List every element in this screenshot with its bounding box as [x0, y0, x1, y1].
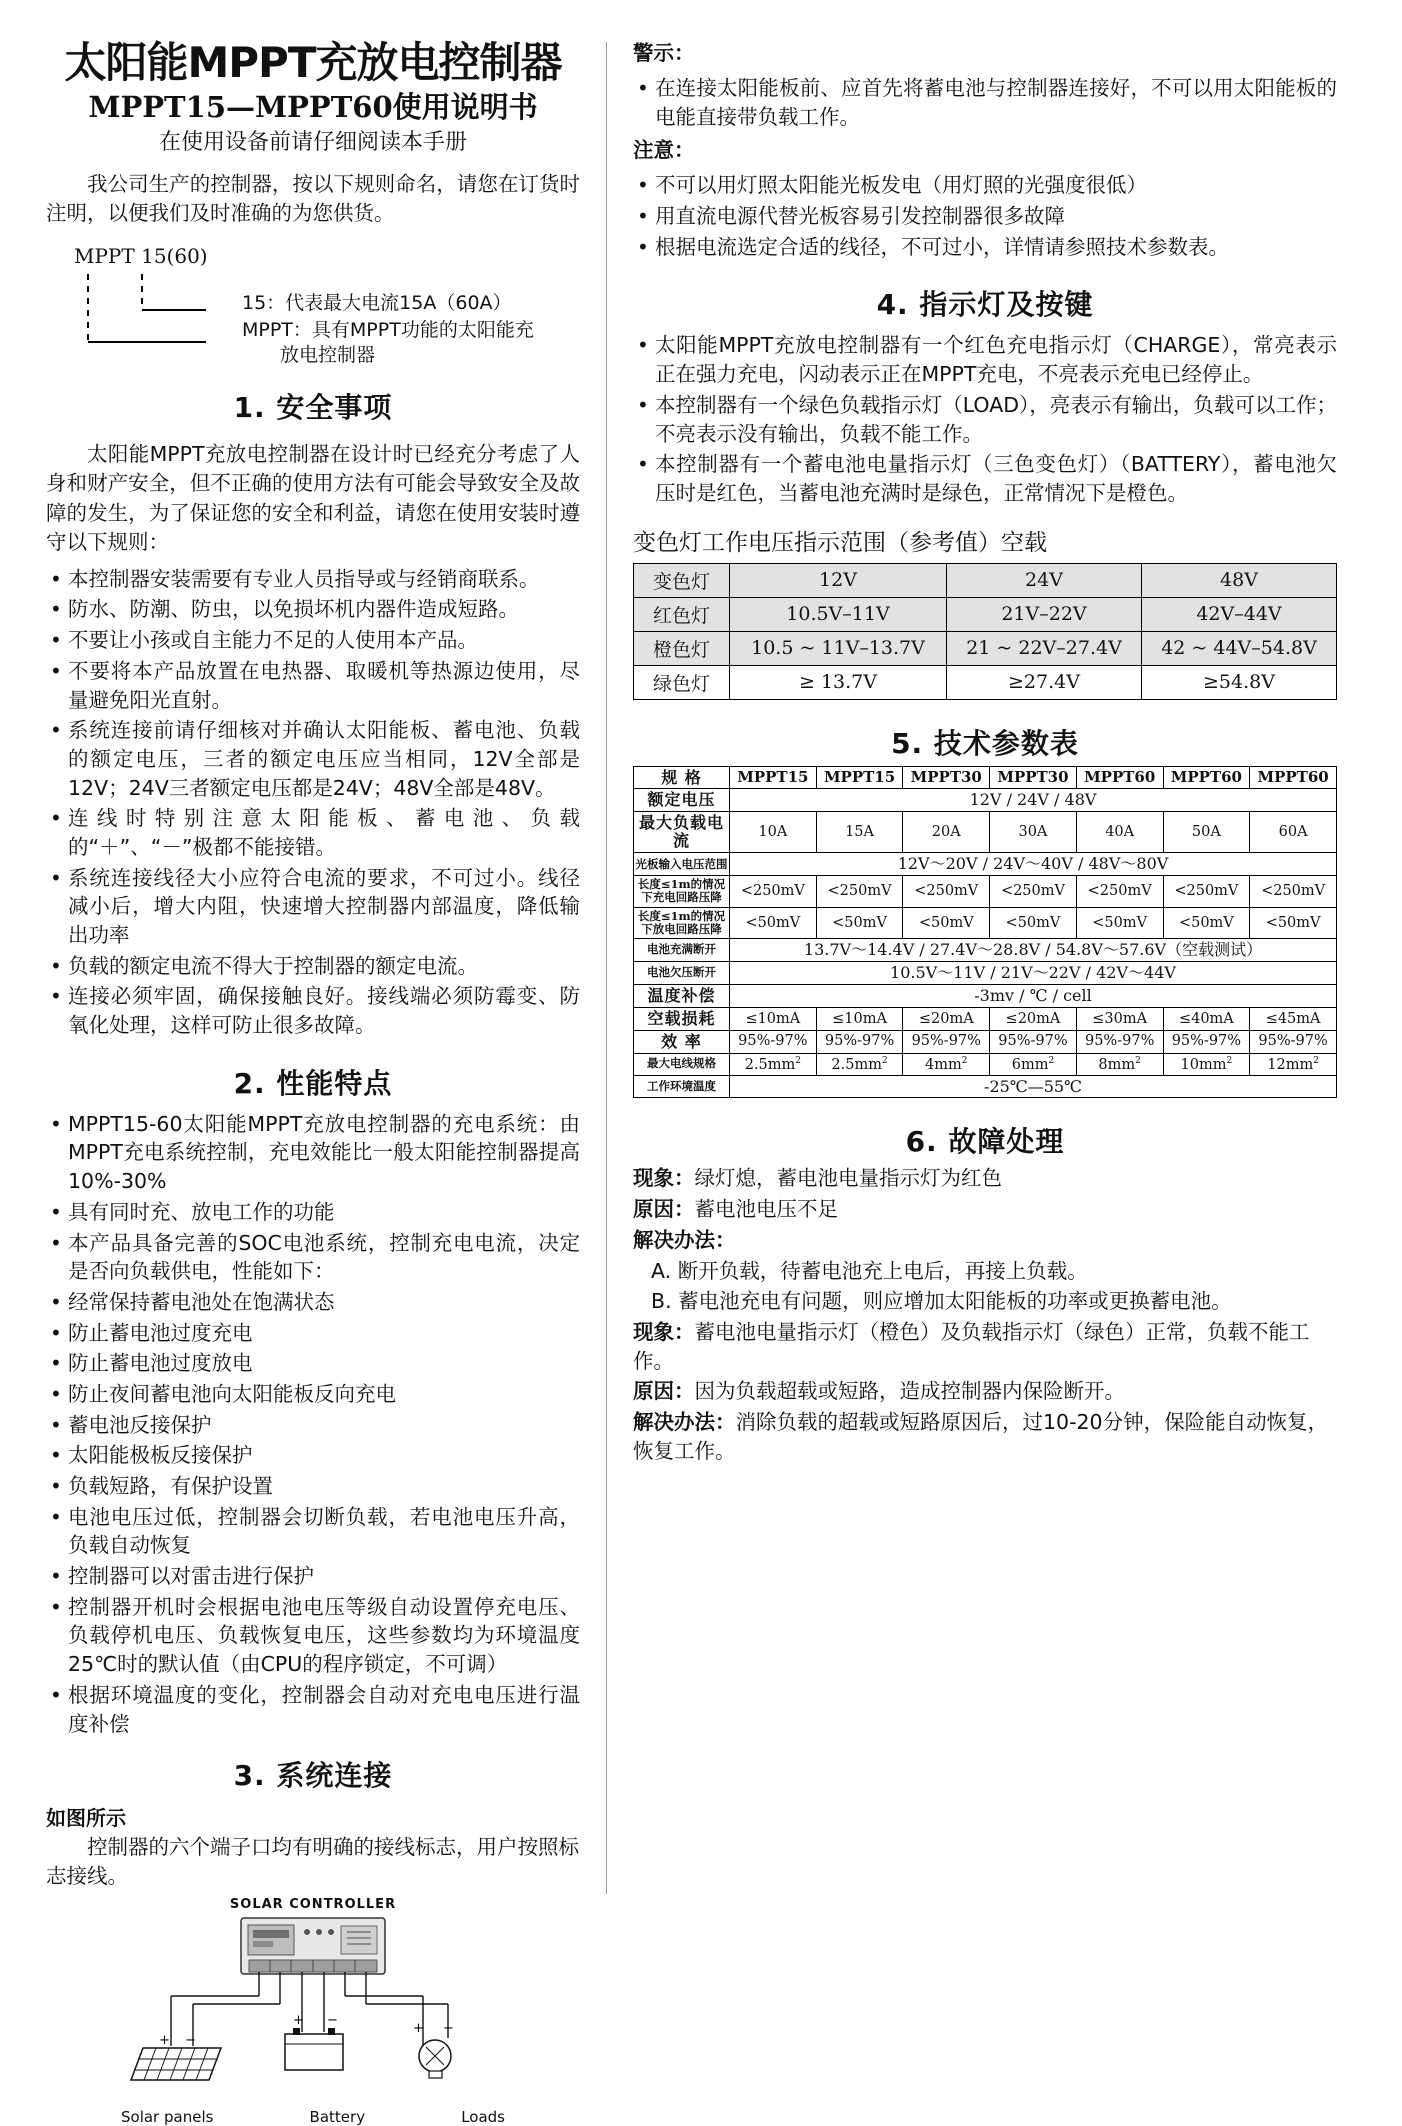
table-cell: $12mm^2$ [1250, 1053, 1337, 1075]
table-cell: 21V–22V [947, 597, 1142, 631]
table-cell: <50mV [1163, 907, 1250, 938]
section-5-heading: 5. 技术参数表 [891, 726, 1079, 760]
table-cell: $6mm^2$ [990, 1053, 1077, 1075]
note-list [633, 171, 1337, 261]
list-item: • 系统连接线径大小应符合电流的要求，不可过小。线径减小后，增大内阻，快速增大控制器内部温度，降低输出功率 [46, 864, 580, 950]
document-subtitle: MPPT15—MPPT60使用说明书 [88, 90, 538, 125]
table-cell: <250mV [816, 876, 903, 907]
table-cell: -25℃—55℃ [730, 1075, 1337, 1098]
list-item: • 连线时特别注意太阳能板、蓄电池、负载的“＋”、“－”极都不能接错。 [46, 804, 580, 861]
table-cell: 10.5V–11V [730, 597, 947, 631]
table-cell: ≤20mA [990, 1007, 1077, 1030]
figure-label-loads: Loads [461, 2107, 505, 2126]
svg-text:−: − [327, 2012, 338, 2028]
cause-label: 原因： [633, 1197, 695, 1222]
troubleshooting-block [633, 1164, 1337, 1465]
table-cell: 13.7V～14.4V / 27.4V～28.8V / 54.8V～57.6V（空载测试） [730, 938, 1337, 961]
table-cell: 红色灯 [634, 597, 730, 631]
table-header-cell: 48V [1141, 563, 1336, 597]
naming-label-current: 15：代表最大电流15A（60A） [242, 292, 512, 315]
troubleshooting-cause [633, 1377, 1337, 1406]
symptom-label: 现象： [633, 1166, 695, 1191]
table-cell: 20A [903, 812, 990, 853]
symptom-text: 绿灯熄，蓄电池电量指示灯为红色 [694, 1166, 1002, 1191]
table-header-cell: 规 格 [634, 766, 730, 789]
table-row-label: 效 率 [634, 1030, 730, 1053]
section-6-heading: 6. 故障处理 [905, 1125, 1065, 1159]
table-row [634, 853, 1337, 876]
table-cell: ≤10mA [730, 1007, 817, 1030]
section-2-heading: 2. 性能特点 [233, 1066, 393, 1100]
table-cell: ≤45mA [1250, 1007, 1337, 1030]
table-row-label: 温度补偿 [634, 984, 730, 1007]
list-item: • 控制器可以对雷击进行保护 [46, 1562, 580, 1591]
table-cell: ≤30mA [1076, 1007, 1163, 1030]
table-header-cell: MPPT15 [730, 766, 817, 789]
table-row-label: 电池欠压断开 [634, 961, 730, 984]
naming-rule-diagram [46, 244, 580, 364]
left-column [46, 34, 606, 2126]
table-header-cell: MPPT60 [1250, 766, 1337, 789]
table-header-cell: 24V [947, 563, 1142, 597]
list-item: • 经常保持蓄电池处在饱满状态 [46, 1288, 580, 1317]
list-item: • 电池电压过低，控制器会切断负载，若电池电压升高，负载自动恢复 [46, 1503, 580, 1560]
table-row [634, 938, 1337, 961]
svg-text:+: + [159, 2032, 170, 2048]
list-item: • 用直流电源代替光板容易引发控制器很多故障 [633, 202, 1337, 231]
list-item: • 太阳能MPPT充放电控制器有一个红色充电指示灯（CHARGE），常亮表示正在强力充电，闪动表示正在MPPT充电，不亮表示充电已经停止。 [633, 331, 1337, 388]
table-cell: 95%-97% [1250, 1030, 1337, 1053]
list-item: • 根据环境温度的变化，控制器会自动对充电电压进行温度补偿 [46, 1681, 580, 1738]
list-item: • 具有同时充、放电工作的功能 [46, 1198, 580, 1227]
table-row-label: 电池充满断开 [634, 938, 730, 961]
symptom-label: 现象： [633, 1319, 695, 1344]
voltage-table-caption: 变色灯工作电压指示范围（参考值）空载 [633, 529, 1047, 556]
table-cell: <50mV [1076, 907, 1163, 938]
figure-note: 控制器的六个端子口均有明确的接线标志，用户按照标志接线。 [46, 1835, 579, 1888]
table-row-label: 工作环境温度 [634, 1075, 730, 1098]
list-item: • 系统连接前请仔细核对并确认太阳能板、蓄电池、负载的额定电压，三者的额定电压应当相同，12V全部是12V；24V三者额定电压都是24V；48V全部是48V。 [46, 716, 580, 802]
table-cell: $2.5mm^2$ [730, 1053, 817, 1075]
list-item: • 本控制器安装需要有专业人员指导或与经销商联系。 [46, 565, 580, 594]
list-item: • 防止夜间蓄电池向太阳能板反向充电 [46, 1380, 580, 1409]
table-cell: <250mV [1163, 876, 1250, 907]
table-cell: 95%-97% [1163, 1030, 1250, 1053]
figure-title: SOLAR CONTROLLER [229, 1896, 397, 1912]
svg-text:+: + [413, 2020, 424, 2036]
list-item: • 负载的额定电流不得大于控制器的额定电流。 [46, 952, 580, 981]
naming-label-mppt-line1: MPPT：具有MPPT功能的太阳能充 [242, 319, 534, 342]
table-cell: <250mV [1250, 876, 1337, 907]
table-cell: 42 ~ 44V–54.8V [1141, 631, 1336, 665]
list-item: • 本控制器有一个绿色负载指示灯（LOAD），亮表示有输出，负载可以工作；不亮表示没有输出，负载不能工作。 [633, 391, 1337, 448]
table-cell: ≤40mA [1163, 1007, 1250, 1030]
table-row-label: 长度≤1m的情况下充电回路压降 [634, 876, 730, 907]
table-row-label: 空载损耗 [634, 1007, 730, 1030]
list-item: • 本产品具备完善的SOC电池系统，控制充电电流，决定是否向负载供电，性能如下： [46, 1229, 580, 1286]
table-cell: 绿色灯 [634, 665, 730, 699]
note-heading: 注意： [633, 138, 695, 163]
svg-text:+: + [293, 2012, 304, 2028]
svg-text:−: − [185, 2032, 196, 2048]
list-item: • 防止蓄电池过度充电 [46, 1319, 580, 1348]
table-row [634, 1030, 1337, 1053]
two-column-layout [46, 34, 1356, 2126]
table-cell: 10.5V～11V / 21V～22V / 42V～44V [730, 961, 1337, 984]
table-cell: 40A [1076, 812, 1163, 853]
table-cell: <250mV [730, 876, 817, 907]
naming-code: MPPT 15(60) [74, 244, 208, 269]
symptom-text: 蓄电池电量指示灯（橙色）及负载指示灯（绿色）正常，负载不能工作。 [633, 1319, 1310, 1373]
wiring-diagram-svg [93, 1914, 533, 2104]
section-4-heading: 4. 指示灯及按键 [876, 288, 1094, 322]
warning-list [633, 74, 1337, 131]
table-row [634, 563, 1337, 597]
table-cell: $4mm^2$ [903, 1053, 990, 1075]
table-row-label: 光板输入电压范围 [634, 853, 730, 876]
table-cell: <250mV [903, 876, 990, 907]
table-cell: ≥27.4V [947, 665, 1142, 699]
table-row [634, 631, 1337, 665]
naming-label-mppt-line2: 放电控制器 [280, 343, 376, 366]
list-item: • 防止蓄电池过度放电 [46, 1349, 580, 1378]
table-cell: 10A [730, 812, 817, 853]
list-item: • 太阳能极板反接保护 [46, 1441, 580, 1470]
list-item: • 在连接太阳能板前、应首先将蓄电池与控制器连接好，不可以用太阳能板的电能直接带负载工作。 [633, 74, 1337, 131]
troubleshooting-cause [633, 1195, 1337, 1224]
section-2-list [46, 1110, 580, 1738]
table-cell: <50mV [816, 907, 903, 938]
list-item: • 防水、防潮、防虫，以免损坏机内器件造成短路。 [46, 595, 580, 624]
system-connection-figure [93, 1897, 533, 2126]
solution-text: 消除负载的超载或短路原因后，过10-20分钟，保险能自动恢复，恢复工作。 [633, 1409, 1329, 1463]
solution-label: 解决办法： [633, 1227, 736, 1252]
list-item: • 连接必须牢固，确保接触良好。接线端必须防霉变、防氧化处理，这样可防止很多故障。 [46, 982, 580, 1039]
table-row [634, 876, 1337, 907]
table-cell: 60A [1250, 812, 1337, 853]
table-row [634, 766, 1337, 789]
table-cell: ≥ 13.7V [730, 665, 947, 699]
list-item: • 不要让小孩或自主能力不足的人使用本产品。 [46, 626, 580, 655]
list-item: • MPPT15-60太阳能MPPT充放电控制器的充电系统：由MPPT充电系统控制，充电效能比一般太阳能控制器提高10%-30% [46, 1110, 580, 1196]
table-cell: 15A [816, 812, 903, 853]
document-tagline: 在使用设备前请仔细阅读本手册 [158, 129, 467, 155]
table-cell: <250mV [990, 876, 1077, 907]
section-3-heading: 3. 系统连接 [233, 1759, 393, 1793]
section-1-heading: 1. 安全事项 [233, 391, 393, 425]
table-row-label: 额定电压 [634, 789, 730, 812]
table-row [634, 1053, 1337, 1075]
table-row [634, 789, 1337, 812]
technical-spec-table [633, 766, 1337, 1099]
table-cell: <50mV [990, 907, 1077, 938]
table-cell: -3mv / ℃ / cell [730, 984, 1337, 1007]
table-row-label: 最大负载电流 [634, 812, 730, 853]
table-row [634, 961, 1337, 984]
table-cell: 10.5 ~ 11V–13.7V [730, 631, 947, 665]
table-cell: 95%-97% [730, 1030, 817, 1053]
table-cell: 30A [990, 812, 1077, 853]
svg-text:−: − [443, 2020, 454, 2036]
table-header-cell: MPPT60 [1076, 766, 1163, 789]
list-item: • 不可以用灯照太阳能光板发电（用灯照的光强度很低） [633, 171, 1337, 200]
table-cell: 50A [1163, 812, 1250, 853]
section-1-intro: 太阳能MPPT充放电控制器在设计时已经充分考虑了人身和财产安全，但不正确的使用方法有可能会导致安全及故障的发生，为了保证您的安全和利益，请您在使用安装时遵守以下规则： [46, 442, 580, 554]
table-header-cell: MPPT15 [816, 766, 903, 789]
warning-heading: 警示： [633, 41, 695, 65]
table-row [634, 1007, 1337, 1030]
right-column [607, 34, 1337, 1900]
intro-paragraph: 我公司生产的控制器，按以下规则命名，请您在订货时注明，以便我们及时准确的为您供货。 [46, 172, 580, 226]
table-cell: <50mV [730, 907, 817, 938]
document-title: 太阳能MPPT充放电控制器 [64, 38, 562, 87]
table-cell: ≥54.8V [1141, 665, 1336, 699]
table-cell: <250mV [1076, 876, 1163, 907]
table-cell: 42V–44V [1141, 597, 1336, 631]
cause-text: 蓄电池电压不足 [694, 1197, 838, 1222]
table-header-cell: MPPT30 [990, 766, 1077, 789]
table-cell: ≤20mA [903, 1007, 990, 1030]
table-cell: 橙色灯 [634, 631, 730, 665]
cause-text: 因为负载超载或短路，造成控制器内保险断开。 [694, 1379, 1125, 1404]
table-header-cell: MPPT60 [1163, 766, 1250, 789]
voltage-indicator-table [633, 563, 1337, 700]
table-cell: <50mV [903, 907, 990, 938]
table-row-label: 最大电线规格 [634, 1053, 730, 1075]
figure-label-solar: Solar panels [121, 2107, 214, 2126]
table-cell: 95%-97% [1076, 1030, 1163, 1053]
list-item: • 根据电流选定合适的线径，不可过小，详情请参照技术参数表。 [633, 233, 1337, 262]
list-item: • 控制器开机时会根据电池电压等级自动设置停充电压、负载停机电压、负载恢复电压，这些参数均为环境温度25℃时的默认值（由CPU的程序锁定，不可调） [46, 1593, 580, 1679]
section-4-list [633, 331, 1337, 507]
table-cell: $2.5mm^2$ [816, 1053, 903, 1075]
table-cell: <50mV [1250, 907, 1337, 938]
table-row [634, 907, 1337, 938]
troubleshooting-symptom [633, 1164, 1337, 1193]
figure-labels [93, 2108, 533, 2126]
table-cell: 95%-97% [903, 1030, 990, 1053]
table-cell: 21 ~ 22V–27.4V [947, 631, 1142, 665]
table-row-label: 长度≤1m的情况下放电回路压降 [634, 907, 730, 938]
table-row [634, 1075, 1337, 1098]
list-item: • 负载短路，有保护设置 [46, 1472, 580, 1501]
table-cell: 12V / 24V / 48V [730, 789, 1337, 812]
troubleshooting-step: B. 蓄电池充电有问题，则应增加太阳能板的功率或更换蓄电池。 [651, 1289, 1232, 1314]
table-cell: $10mm^2$ [1163, 1053, 1250, 1075]
figure-heading: 如图所示 [46, 1806, 126, 1831]
naming-label-mppt [242, 318, 534, 367]
list-item: • 不要将本产品放置在电热器、取暖机等热源边使用，尽量避免阳光直射。 [46, 657, 580, 714]
troubleshooting-symptom [633, 1318, 1337, 1375]
table-header-cell: 变色灯 [634, 563, 730, 597]
table-header-cell: MPPT30 [903, 766, 990, 789]
table-row [634, 665, 1337, 699]
table-cell: 95%-97% [816, 1030, 903, 1053]
table-row [634, 984, 1337, 1007]
table-cell: ≤10mA [816, 1007, 903, 1030]
naming-leader-lines [46, 266, 246, 366]
cause-label: 原因： [633, 1379, 695, 1404]
troubleshooting-solution [633, 1408, 1337, 1465]
list-item: • 蓄电池反接保护 [46, 1411, 580, 1440]
table-row [634, 597, 1337, 631]
table-cell: 95%-97% [990, 1030, 1077, 1053]
troubleshooting-solution [633, 1226, 1337, 1255]
table-cell: $8mm^2$ [1076, 1053, 1163, 1075]
list-item: • 本控制器有一个蓄电池电量指示灯（三色变色灯）（BATTERY），蓄电池欠压时是红色，当蓄电池充满时是绿色，正常情况下是橙色。 [633, 450, 1337, 507]
table-cell: 12V～20V / 24V～40V / 48V～80V [730, 853, 1337, 876]
figure-label-battery: Battery [309, 2107, 366, 2126]
solution-label: 解决办法： [633, 1409, 736, 1434]
troubleshooting-step: A. 断开负载，待蓄电池充上电后，再接上负载。 [651, 1258, 1088, 1283]
table-row [634, 812, 1337, 853]
section-1-list [46, 565, 580, 1040]
table-header-cell: 12V [730, 563, 947, 597]
